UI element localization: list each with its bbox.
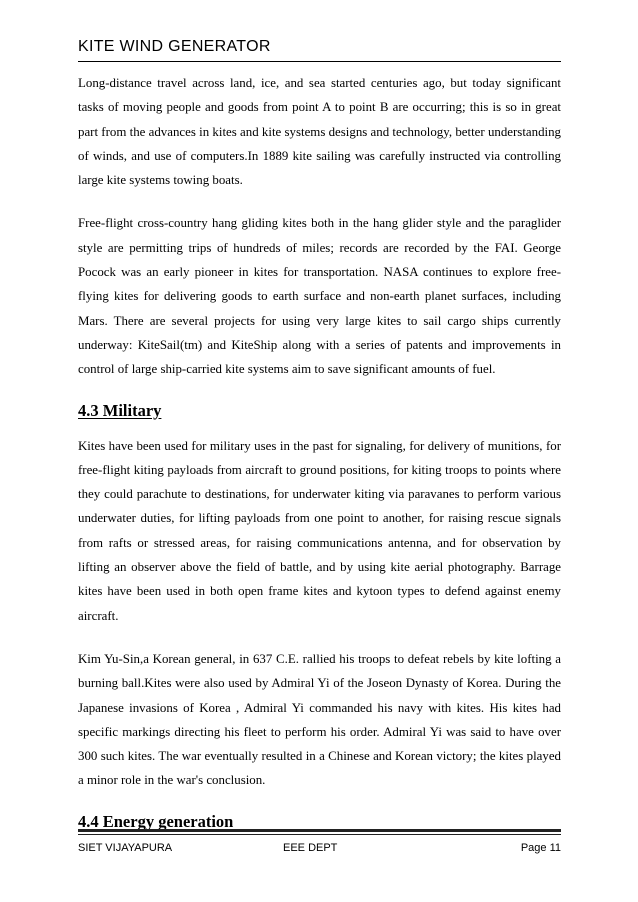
paragraph-free-flight: Free-flight cross-country hang gliding kites both in the hang glider style and the paraglider style are permitting trips of hundreds of miles; records are recorded by the FAI. George Pocock was an early pioneer in kites for transportation. NASA continues to explore free-flying kites for delivering goods to earth surface and non-earth planet surfaces, including Mars. There are several projects for using very large kites to sail cargo ships currently underway: KiteSail(tm) and KiteShip along with a series of patents and improvements in control of large ship-carried kite systems aim to save significant amounts of fuel. [78,216,561,377]
header-divider [78,61,561,62]
paragraph-military-uses: Kites have been used for military uses in the past for signaling, for delivery of munitions, for free-flight kiting payloads from aircraft to ground positions, for kiting troops to points where they could parachute to destinations, for underwater kiting via paravanes to perform various underwater duties, for lifting payloads from one point to another, for raising rescue signals from rafts or stressed areas, for raising communications antenna, and for observation by lifting an observer above the field of battle, and by using kite aerial photography. Barrage kites have been used in both open frame kites and kytoon types to defend against enemy aircraft. [78,438,561,623]
section-heading-energy-generation: 4.4 Energy generation [78,811,234,831]
page-content [78,71,561,845]
footer-divider-thin [78,834,561,835]
footer-department: EEE DEPT [283,842,338,854]
paragraph-long-distance-travel: Long-distance travel across land, ice, and sea started centuries ago, but today significant tasks of moving people and goods from point A to point B are occurring; this is so in great part from the advances in kites and kite systems designs and technology, better understanding of winds, and use of computers.In 1889 kite sailing was carefully instructed via controlling large kite systems towing boats. [78,76,561,188]
page-header-title: KITE WIND GENERATOR [78,38,271,55]
footer-institution: SIET VIJAYAPURA [78,842,173,854]
section-heading-military: 4.3 Military [78,400,162,420]
footer-divider-thick [78,829,561,832]
footer-page-number: Page 11 [520,842,561,854]
paragraph-kim-yu-sin: Kim Yu-Sin,a Korean general, in 637 C.E. rallied his troops to defeat rebels by kite lofting a burning ball.Kites were also used by Admiral Yi of the Joseon Dynasty of Korea. During the Japanese invasions of Korea , Admiral Yi commanded his navy with kites. His kites had specific markings directing his fleet to perform his order. Admiral Yi was said to have over 300 such kites. The war eventually resulted in a Chinese and Korean victory; the kites played a minor role in the war's conclusion. [78,651,561,788]
